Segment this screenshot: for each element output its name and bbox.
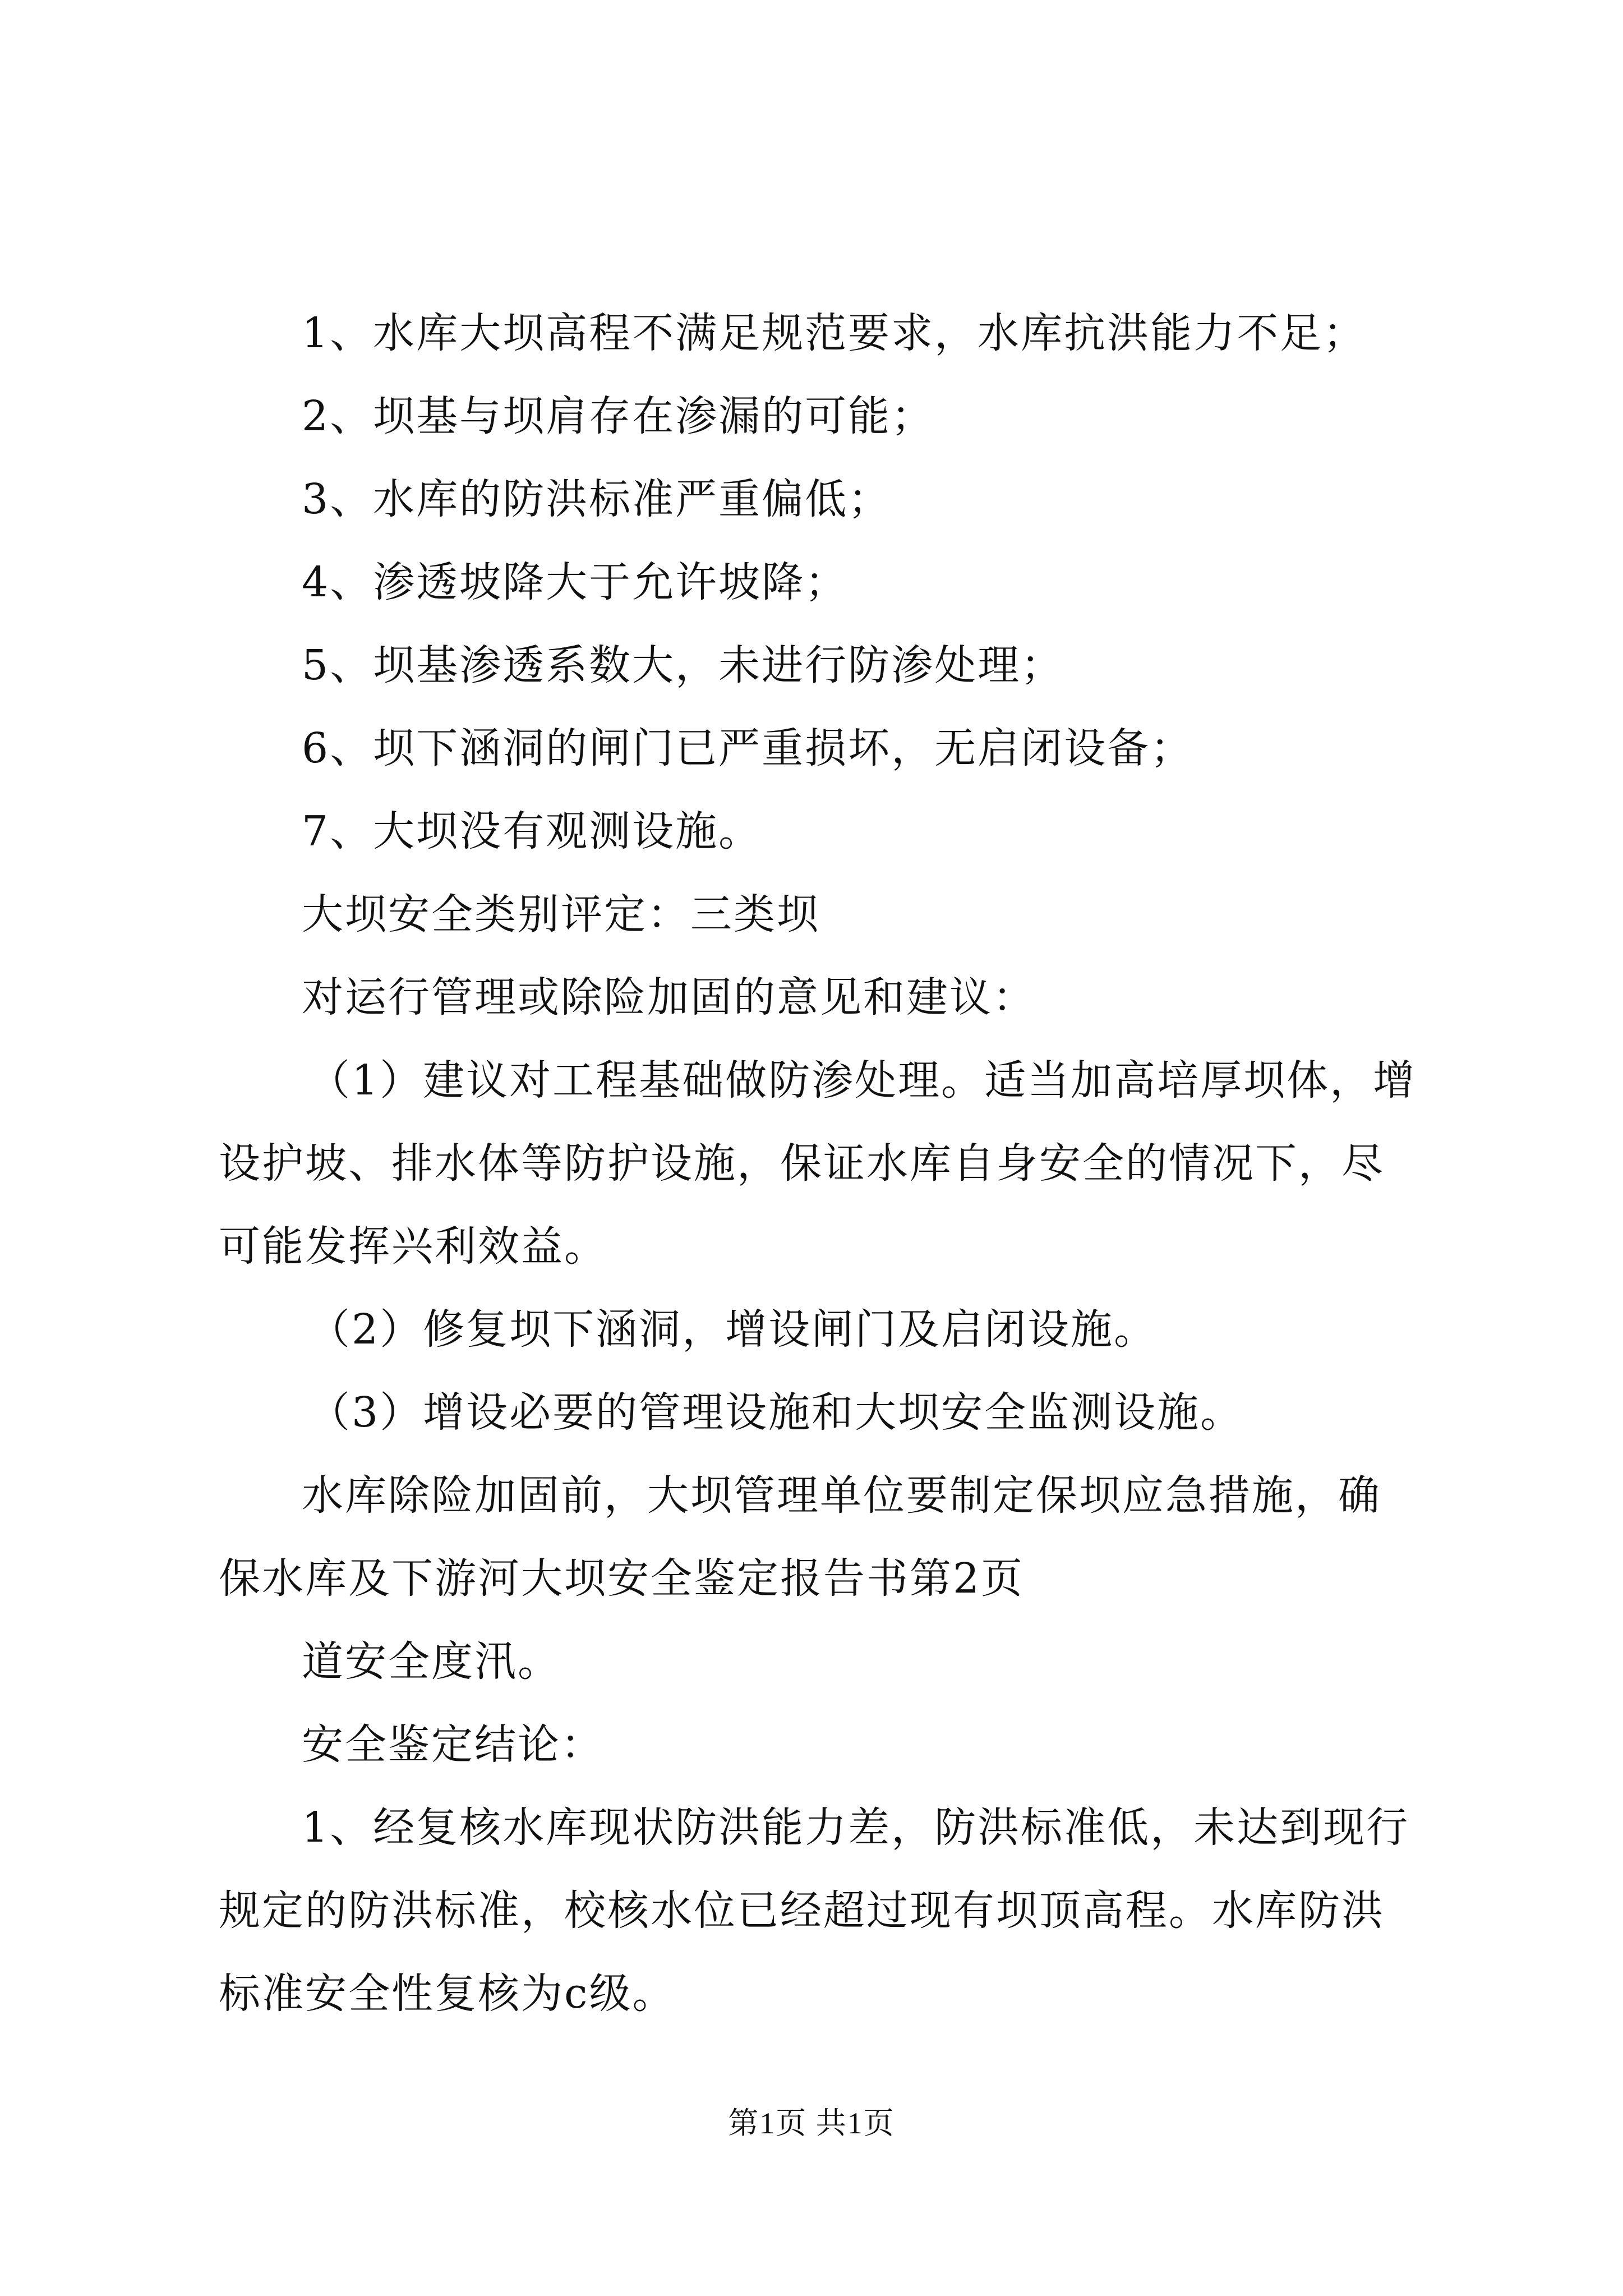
paragraph-finding-5: 5、坝基渗透系数大，未进行防渗处理；	[302, 641, 1064, 689]
paragraph-suggestion-2: （2）修复坝下涵洞，增设闸门及启闭设施。	[308, 1305, 1158, 1354]
paragraph-safety-category: 大坝安全类别评定：三类坝	[302, 890, 820, 938]
page-footer: 第1页 共1页	[728, 2106, 895, 2140]
document-body	[219, 292, 1419, 2035]
paragraph-flood-season: 道安全度汛。	[302, 1637, 561, 1686]
paragraph-conclusion-heading: 安全鉴定结论：	[302, 1720, 604, 1769]
paragraph-suggestions-heading: 对运行管理或除险加固的意见和建议：	[302, 973, 1036, 1022]
paragraph-suggestion-1: （1）建议对工程基础做防渗处理。适当加高培厚坝体，增设护坡、排水体等防护设施，保证水库自身安全的情况下，尽可能发挥兴利效益。	[219, 1056, 1417, 1271]
paragraph-finding-7: 7、大坝没有观测设施。	[302, 807, 762, 855]
paragraph-finding-2: 2、坝基与坝肩存在渗漏的可能；	[302, 392, 935, 440]
paragraph-finding-1: 1、水库大坝高程不满足规范要求，水库抗洪能力不足；	[302, 309, 1367, 357]
paragraph-conclusion-1: 1、经复核水库现状防洪能力差，防洪标准低，未达到现行规定的防洪标准，校核水位已经超过现有坝顶高程。水库防洪标准安全性复核为c级。	[219, 1803, 1410, 2018]
paragraph-suggestion-3: （3）增设必要的管理设施和大坝安全监测设施。	[308, 1388, 1244, 1437]
paragraph-finding-6: 6、坝下涵洞的闸门已严重损坏，无启闭设备；	[302, 724, 1194, 772]
paragraph-finding-3: 3、水库的防洪标准严重偏低；	[302, 475, 892, 523]
paragraph-finding-4: 4、渗透坡降大于允许坡降；	[302, 558, 849, 606]
paragraph-emergency-measures: 水库除险加固前，大坝管理单位要制定保坝应急措施，确保水库及下游河大坝安全鉴定报告书第2页	[219, 1471, 1381, 1603]
